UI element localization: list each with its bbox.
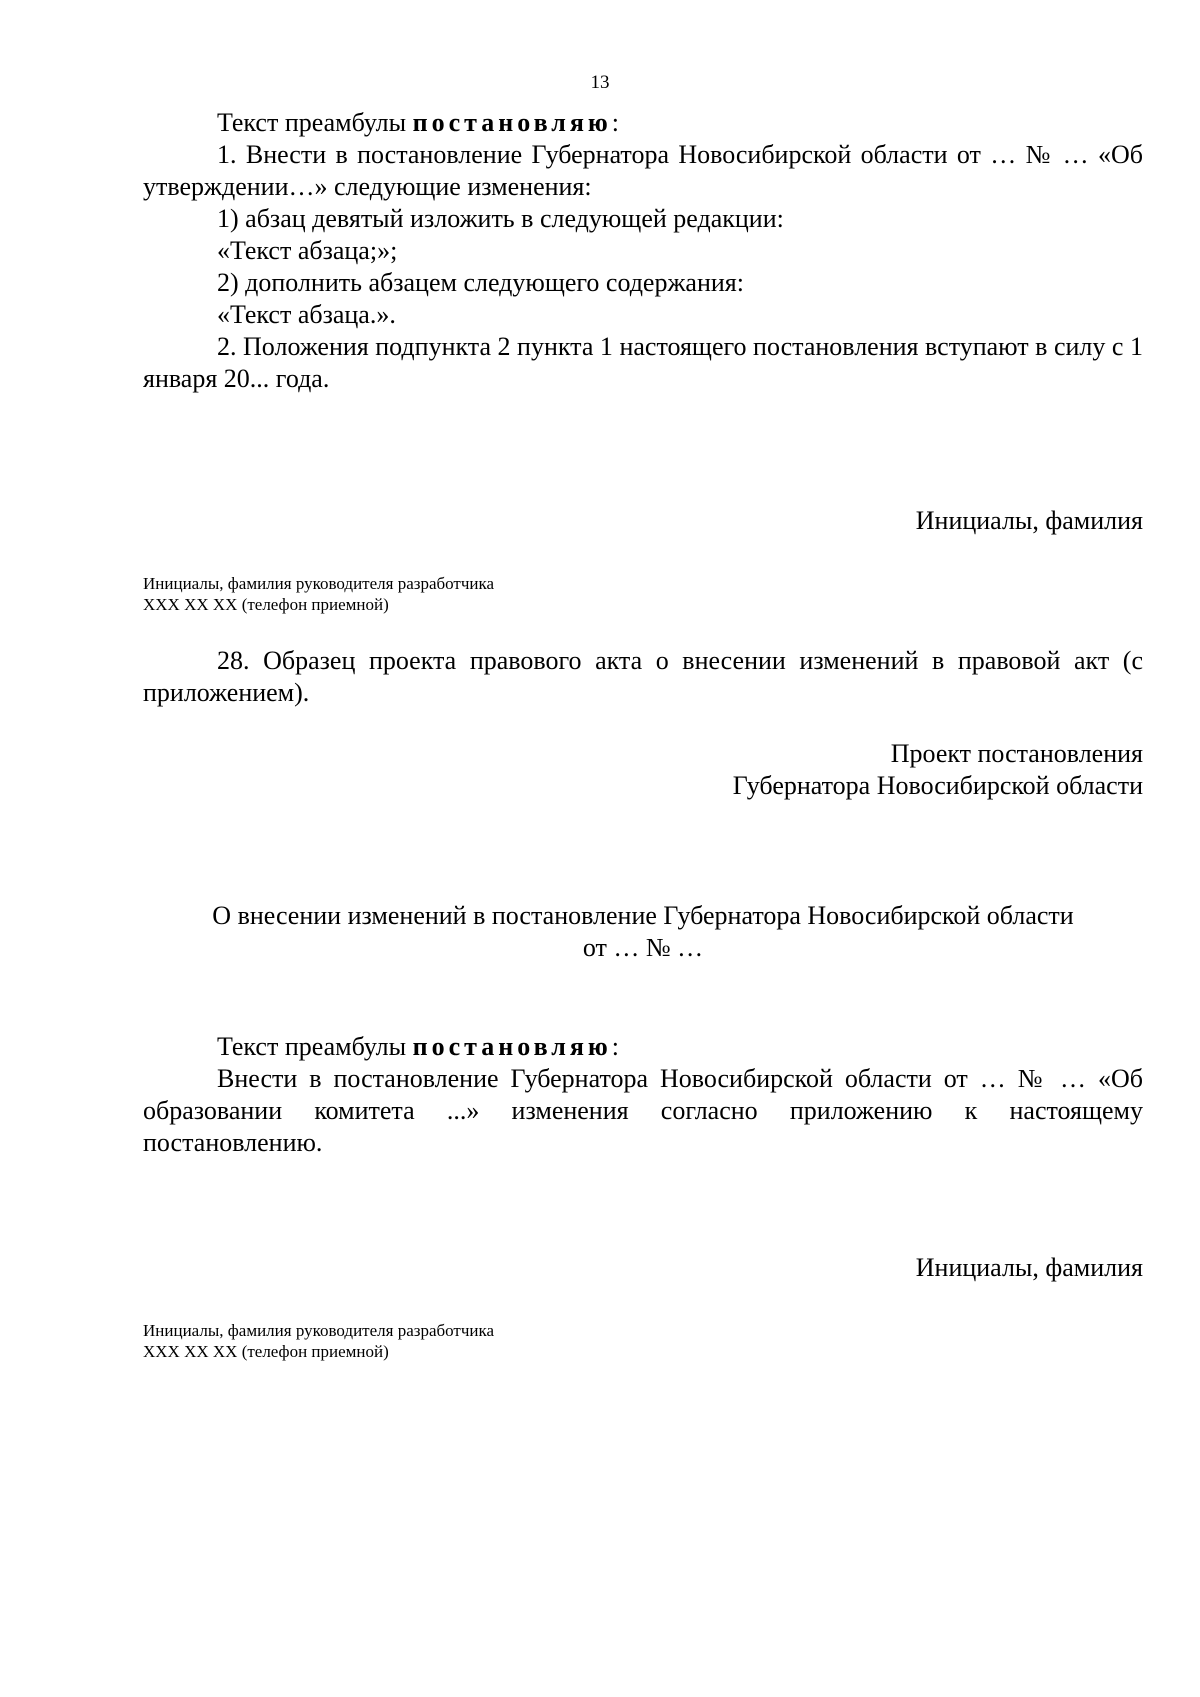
subitem-1: 1) абзац девятый изложить в следующей редакции: [217,204,784,233]
document-title-line-2: от … № … [582,933,704,962]
developer-info-2 [143,1320,494,1362]
page-number: 13 [590,72,610,93]
decree-body-paragraph: Внести в постановление Губернатора Новосибирской области от … № … «Об образовании комитета ...» изменения согласно приложению к настоящему постановлению. [143,1064,1143,1157]
developer-info-1 [143,573,494,615]
preamble-paragraph [143,107,1143,139]
decree-colon: : [611,108,620,137]
document-title-line-1: О внесении изменений в постановление Губернатора Новосибирской области [212,901,1074,930]
developer-line: Инициалы, фамилия руководителя разработчика [143,574,495,593]
draft-label-line-2: Губернатора Новосибирской области [732,771,1143,800]
preamble-text: Текст преамбулы [217,108,413,137]
sample-heading: 28. Образец проекта правового акта о внесении изменений в правовой акт (с приложением). [143,646,1143,707]
phone-line-2: ХХХ ХХ ХХ (телефон приемной) [143,1342,389,1361]
decree-body-2 [143,1031,1143,1159]
phone-line: ХХХ ХХ ХХ (телефон приемной) [143,595,389,614]
decree-body-1 [143,107,1143,395]
decree-word-2: постановляю [412,1032,612,1061]
document-title [143,900,1143,964]
subitem-2: 2) дополнить абзацем следующего содержания: [217,268,744,297]
decree-word: постановляю [412,108,612,137]
signature-2: Инициалы, фамилия [915,1253,1143,1282]
developer-line-2: Инициалы, фамилия руководителя разработчика [143,1321,495,1340]
preamble-text-2: Текст преамбулы [217,1032,413,1061]
signature-1: Инициалы, фамилия [915,506,1143,535]
item-1: 1. Внести в постановление Губернатора Новосибирской области от … № … «Об утверждении…» следующие изменения: [143,140,1143,201]
sample-heading-block [143,645,1143,709]
quote-2: «Текст абзаца.». [217,300,396,329]
decree-colon-2: : [611,1032,620,1061]
quote-1: «Текст абзаца;»; [217,236,398,265]
item-2: 2. Положения подпункта 2 пункта 1 настоящего постановления вступают в силу с 1 января 20... года. [143,332,1143,393]
preamble-paragraph-2 [143,1031,1143,1063]
draft-label-line-1: Проект постановления [890,739,1143,768]
